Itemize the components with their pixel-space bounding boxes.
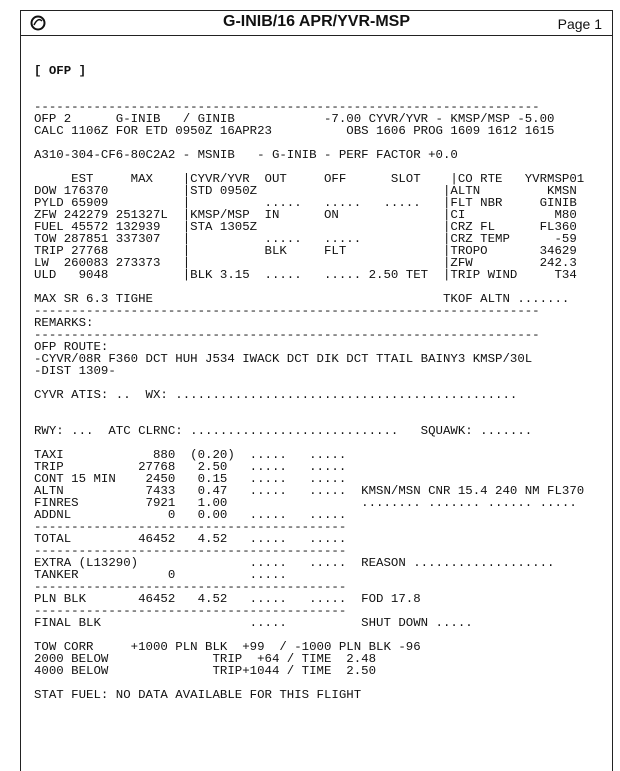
ofp-line: STAT FUEL: NO DATA AVAILABLE FOR THIS FLIGHT (34, 688, 362, 702)
ofp-line: ADDNL 0 0.00 ..... ..... (34, 508, 347, 522)
ofp-line: RWY: ... ATC CLRNC: ............................ SQUAWK: ....... (34, 424, 533, 438)
ofp-line: FINRES 7921 1.00 ........ ....... ...... ..... (34, 496, 577, 510)
ofp-line: -------------------------------------------------------------------- (34, 100, 540, 114)
ofp-line: A310-304-CF6-80C2A2 - MSNIB - G-INIB - PERF FACTOR +0.0 (34, 148, 458, 162)
ofp-line: -CYVR/08R F360 DCT HUH J534 IWACK DCT DIK DCT TTAIL BAINY3 KMSP/30L (34, 352, 533, 366)
ofp-line: ALTN 7433 0.47 ..... ..... KMSN/MSN CNR 15.4 240 NM FL370 (34, 484, 585, 498)
ofp-line: TRIP 27768 2.50 ..... ..... (34, 460, 347, 474)
ofp-line: FUEL 45572 132939 |STA 1305Z |CRZ FL FL360 (34, 220, 577, 234)
ofp-line: EXTRA (L13290) ..... ..... REASON ................... (34, 556, 555, 570)
ofp-line: CYVR ATIS: .. WX: .............................................. (34, 388, 518, 402)
ofp-body (34, 41, 584, 725)
ofp-line: TRIP 27768 | BLK FLT |TROPO 34629 (34, 244, 577, 258)
ofp-line: EST MAX |CYVR/YVR OUT OFF SLOT |CO RTE YVRMSP01 (34, 172, 585, 186)
ofp-line: -------------------------------------------------------------------- (34, 304, 540, 318)
page-number: Page 1 (557, 16, 602, 32)
ofp-line: TOTAL 46452 4.52 ..... ..... (34, 532, 347, 546)
ofp-line: 2000 BELOW TRIP +64 / TIME 2.48 (34, 652, 377, 666)
ofp-line: OFP ROUTE: (34, 340, 109, 354)
ofp-document (20, 10, 613, 771)
ofp-line: -------------------------------------------------------------------- (34, 328, 540, 342)
ofp-line: MAX SR 6.3 TIGHE TKOF ALTN ....... (34, 292, 570, 306)
ofp-line: ULD 9048 |BLK 3.15 ..... ..... 2.50 TET |TRIP WIND T34 (34, 268, 577, 282)
ofp-line (34, 401, 584, 413)
ofp-line: LW 260083 273373 | |ZFW 242.3 (34, 256, 577, 270)
ofp-line: ------------------------------------------ (34, 520, 347, 534)
ofp-line: TAXI 880 (0.20) ..... ..... (34, 448, 347, 462)
ofp-line: REMARKS: (34, 316, 94, 330)
ofp-section-tag: [ OFP ] (34, 64, 87, 78)
ofp-line: DOW 176370 |STD 0950Z |ALTN KMSN (34, 184, 577, 198)
ofp-line: ZFW 242279 251327L |KMSP/MSP IN ON |CI M80 (34, 208, 577, 222)
document-header (21, 11, 612, 36)
ofp-line: ------------------------------------------ (34, 604, 347, 618)
page-title: G-INIB/16 APR/YVR-MSP (223, 13, 410, 30)
ofp-line: FINAL BLK ..... SHUT DOWN ..... (34, 616, 473, 630)
ofp-line: PLN BLK 46452 4.52 ..... ..... FOD 17.8 (34, 592, 421, 606)
ofp-line: TANKER 0 ..... (34, 568, 287, 582)
ofp-line: CONT 15 MIN 2450 0.15 ..... ..... (34, 472, 347, 486)
ofp-line: 4000 BELOW TRIP+1044 / TIME 2.50 (34, 664, 377, 678)
ofp-line: ------------------------------------------ (34, 580, 347, 594)
ofp-line: TOW CORR +1000 PLN BLK +99 / -1000 PLN BLK -96 (34, 640, 421, 654)
ofp-line: TOW 287851 337307 | ..... ..... |CRZ TEMP -59 (34, 232, 577, 246)
ofp-lines (34, 101, 584, 701)
ofp-line: OFP 2 G-INIB / GINIB -7.00 CYVR/YVR - KMSP/MSP -5.00 (34, 112, 555, 126)
ofp-line: -DIST 1309- (34, 364, 116, 378)
ofp-line: PYLD 65909 | ..... ..... ..... |FLT NBR GINIB (34, 196, 577, 210)
ofp-line: CALC 1106Z FOR ETD 0950Z 16APR23 OBS 1606 PROG 1609 1612 1615 (34, 124, 555, 138)
ofp-line: ------------------------------------------ (34, 544, 347, 558)
